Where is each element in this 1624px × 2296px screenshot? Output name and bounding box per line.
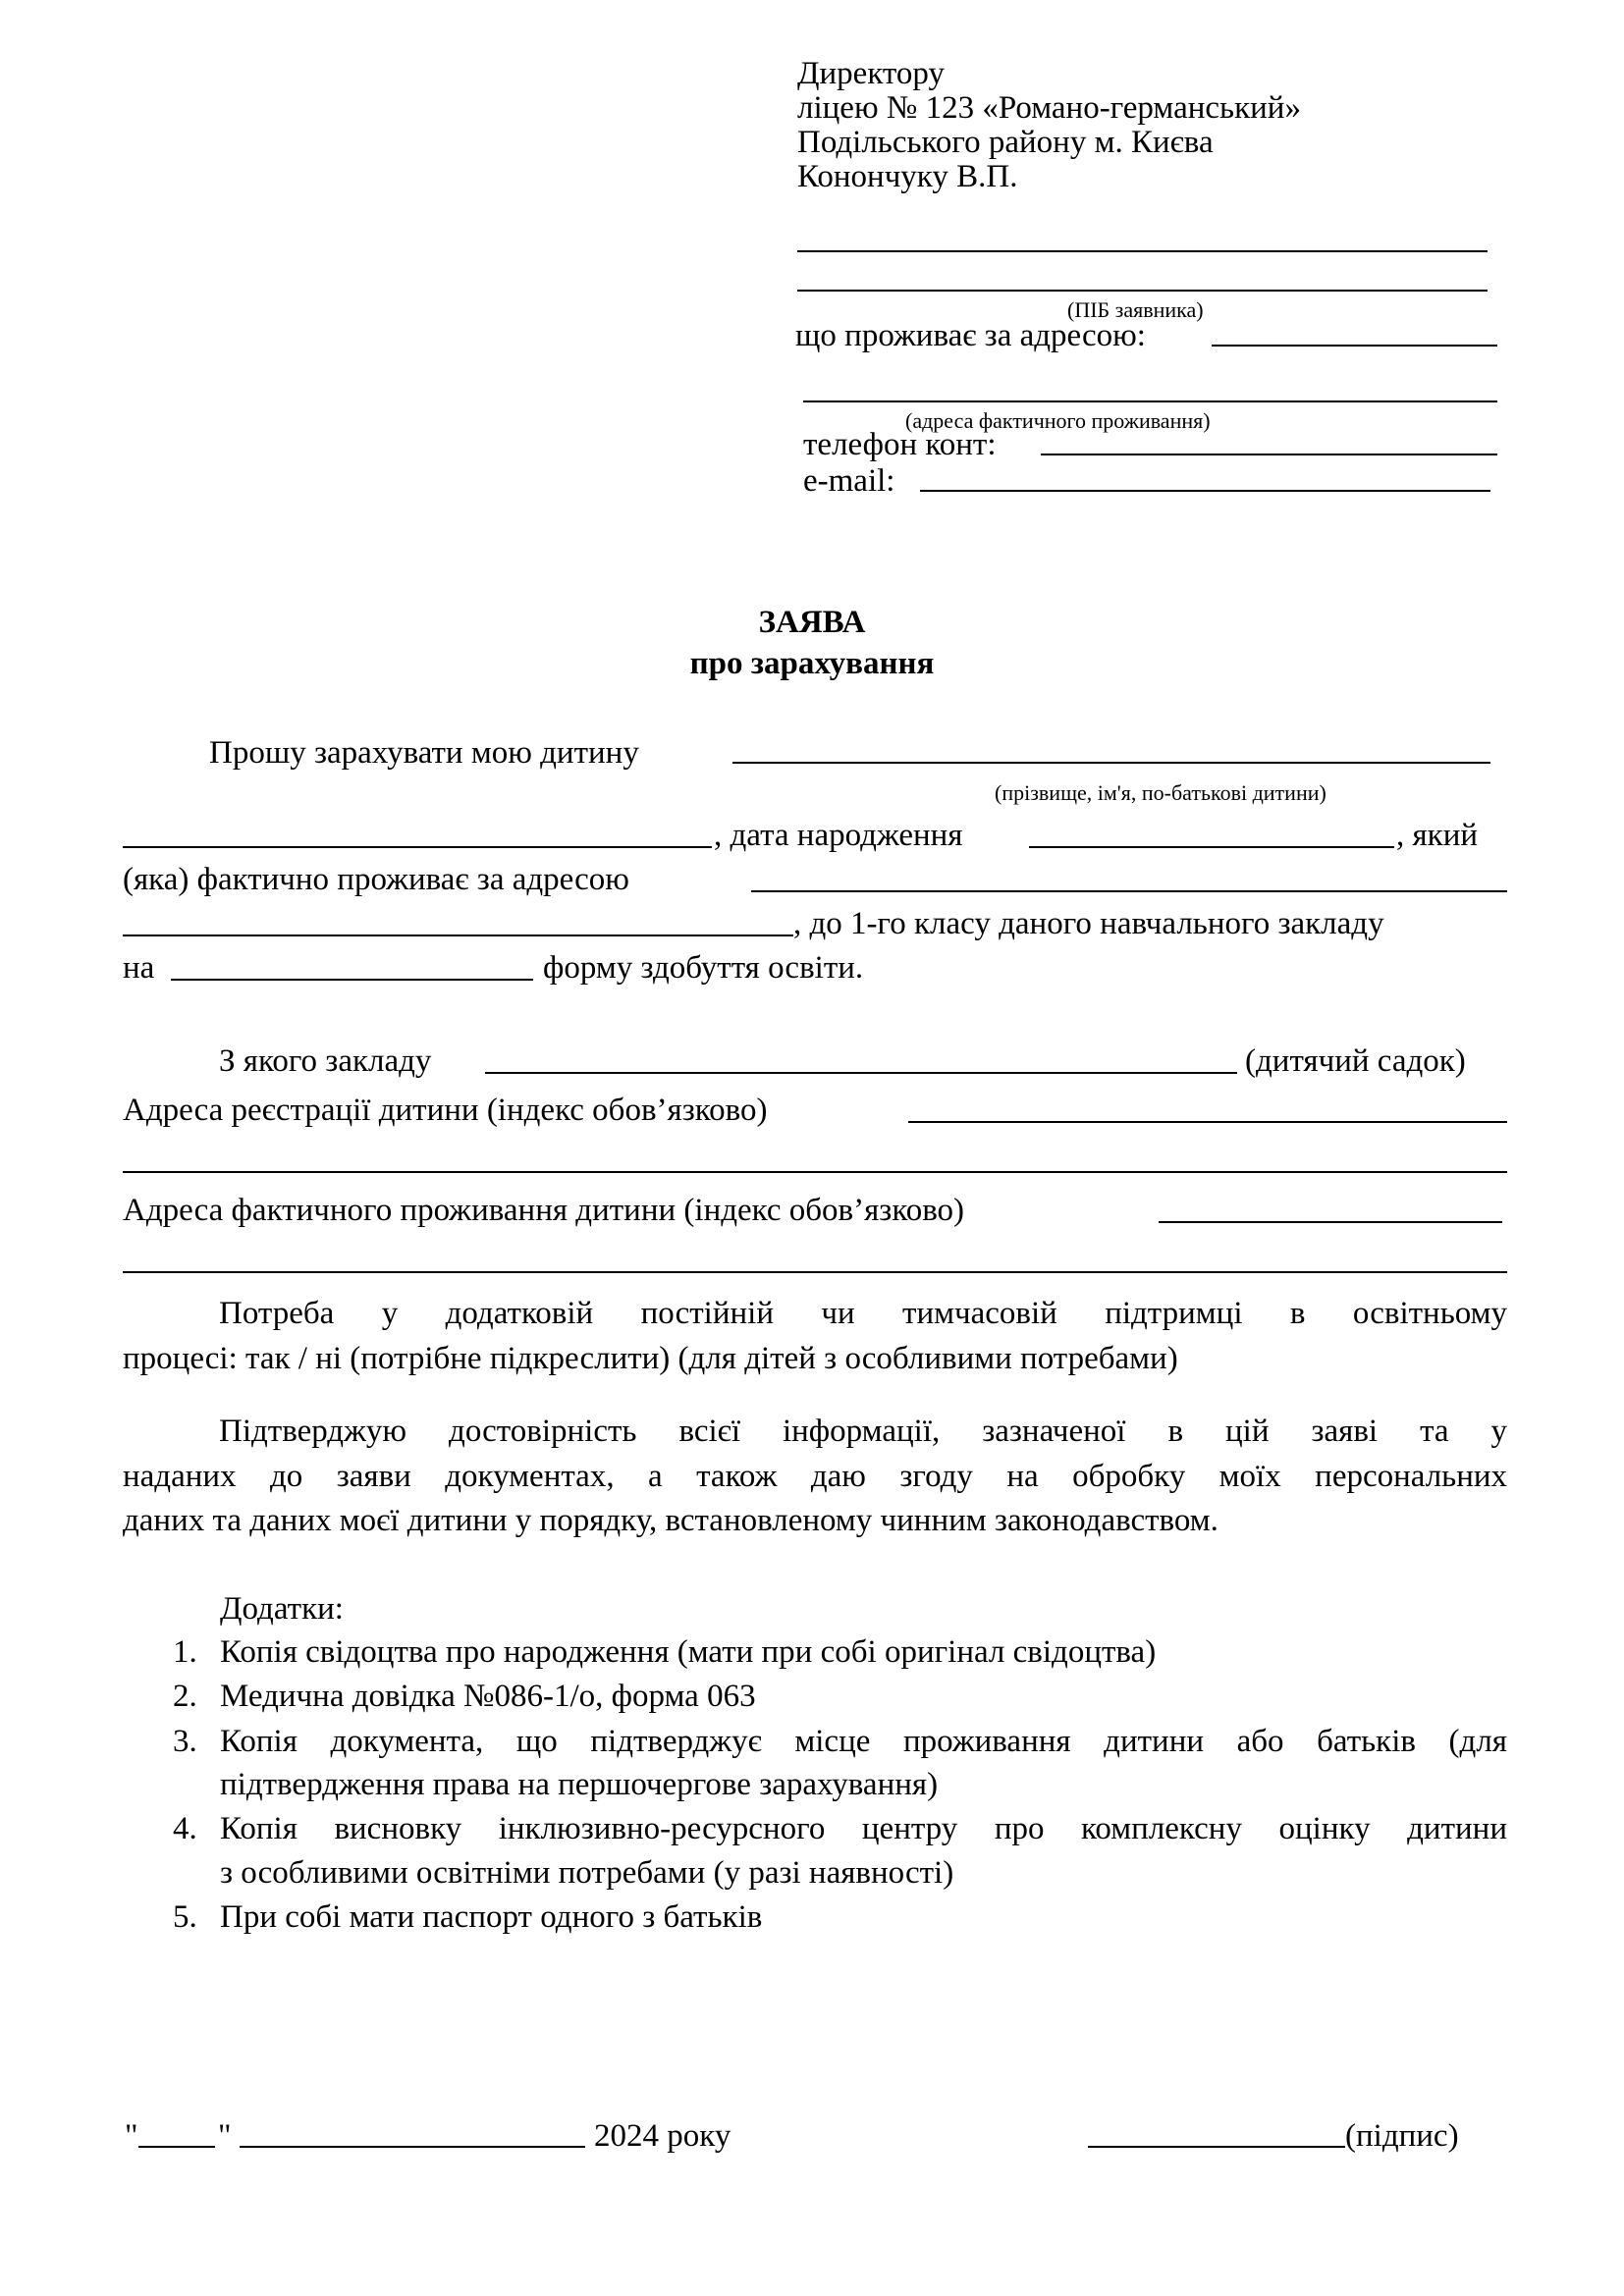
actual-address-label: Адреса фактичного проживання дитини (індекс обов’язково) [123, 1193, 965, 1228]
applicant-phone-field[interactable] [1041, 454, 1497, 455]
date-quote-close: " [218, 2118, 232, 2154]
attachment-text: Медична довідка №086-1/о, форма 063 [220, 1679, 756, 1714]
addressee-line-1: Директору [797, 56, 945, 91]
consent-line-1: Підтверджую достовірність всієї інформації, зазначеної в цій заяві та у [219, 1414, 1508, 1449]
applicant-address-field-1[interactable] [1212, 345, 1497, 347]
signature-field[interactable] [1088, 2146, 1345, 2148]
attachment-number: 5. [173, 1899, 197, 1935]
applicant-name-field-1[interactable] [797, 250, 1488, 252]
attachment-text: Копія документа, що підтверджує місце проживання дитини або батьків (для [220, 1724, 1507, 1759]
date-year-label: 2024 року [594, 2118, 731, 2154]
attachment-text-continued: підтвердження права на першочергове зарахування) [220, 1767, 939, 1802]
attachment-number: 1. [173, 1634, 197, 1670]
attachment-text: При собі мати паспорт одного з батьків [220, 1899, 763, 1935]
date-day-field[interactable] [138, 2146, 215, 2148]
applicant-phone-label: телефон конт: [803, 427, 997, 462]
attachments-heading: Додатки: [220, 1591, 344, 1627]
reg-address-label: Адреса реєстрації дитини (індекс обов’язково) [123, 1093, 768, 1128]
support-line-2: процесі: так / ні (потрібне підкреслити) (для дітей з особливими потребами) [123, 1341, 1178, 1376]
child-name-field-2[interactable] [123, 846, 712, 848]
child-address-field-2[interactable] [123, 934, 793, 936]
signature-label: (підпис) [1345, 2118, 1459, 2154]
document-subtitle: про зарахування [689, 646, 935, 681]
date-month-field[interactable] [240, 2146, 585, 2148]
attachment-text: Копія висновку інклюзивно-ресурсного центру про комплексну оцінку дитини [220, 1811, 1507, 1846]
birth-date-label: , дата народження [714, 818, 963, 853]
education-form-suffix: форму здобуття освіти. [543, 950, 864, 986]
actual-address-field-1[interactable] [1159, 1221, 1502, 1223]
attachment-number: 4. [173, 1811, 197, 1846]
which-label: , який [1396, 818, 1479, 853]
applicant-address-caption: (адреса фактичного проживання) [905, 408, 1211, 433]
addressee-line-3: Подільського району м. Києва [797, 125, 1214, 160]
applicant-address-field-2[interactable] [803, 400, 1497, 402]
grade-label: , до 1-го класу даного навчального закладу [793, 906, 1384, 941]
education-form-field[interactable] [171, 979, 533, 981]
consent-line-3: даних та даних моєї дитини у порядку, встановленому чинним законодавством. [123, 1503, 1218, 1538]
reg-address-field-2[interactable] [123, 1171, 1507, 1173]
child-address-field-1[interactable] [751, 890, 1507, 892]
applicant-address-label: що проживає за адресою: [795, 318, 1146, 353]
from-institution-suffix: (дитячий садок) [1245, 1043, 1466, 1079]
lives-label: (яка) фактично проживає за адресою [123, 862, 629, 897]
date-quote-open: " [125, 2118, 138, 2154]
addressee-line-4: Конончуку В.П. [797, 159, 1018, 194]
addressee-line-2: ліцею № 123 «Романо-германський» [797, 90, 1301, 126]
applicant-name-field-2[interactable] [797, 290, 1488, 292]
attachment-number: 3. [173, 1724, 197, 1759]
applicant-name-caption: (ПІБ заявника) [1067, 297, 1204, 322]
document-title: ЗАЯВА [758, 605, 866, 640]
attachment-text: Копія свідоцтва про народження (мати при собі оригінал свідоцтва) [220, 1634, 1157, 1670]
reg-address-field-1[interactable] [908, 1121, 1507, 1123]
education-form-prefix: на [123, 950, 155, 986]
consent-line-2: наданих до заяви документах, а також даю згоду на обробку моїх персональних [123, 1459, 1508, 1494]
applicant-email-label: e-mail: [803, 463, 895, 499]
from-institution-field[interactable] [485, 1072, 1237, 1074]
request-intro: Прошу зарахувати мою дитину [209, 735, 639, 771]
support-line-1: Потреба у додатковій постійній чи тимчасовій підтримці в освітньому [219, 1296, 1507, 1331]
birth-date-field[interactable] [1029, 846, 1394, 848]
attachment-number: 2. [173, 1679, 197, 1714]
attachment-text-continued: з особливими освітніми потребами (у разі наявності) [220, 1855, 954, 1891]
applicant-email-field[interactable] [920, 490, 1490, 492]
from-institution-label: З якого закладу [219, 1043, 432, 1079]
child-name-field-1[interactable] [732, 762, 1490, 764]
actual-address-field-2[interactable] [123, 1271, 1507, 1273]
child-name-caption: (прізвище, ім'я, по-батькові дитини) [995, 780, 1326, 805]
